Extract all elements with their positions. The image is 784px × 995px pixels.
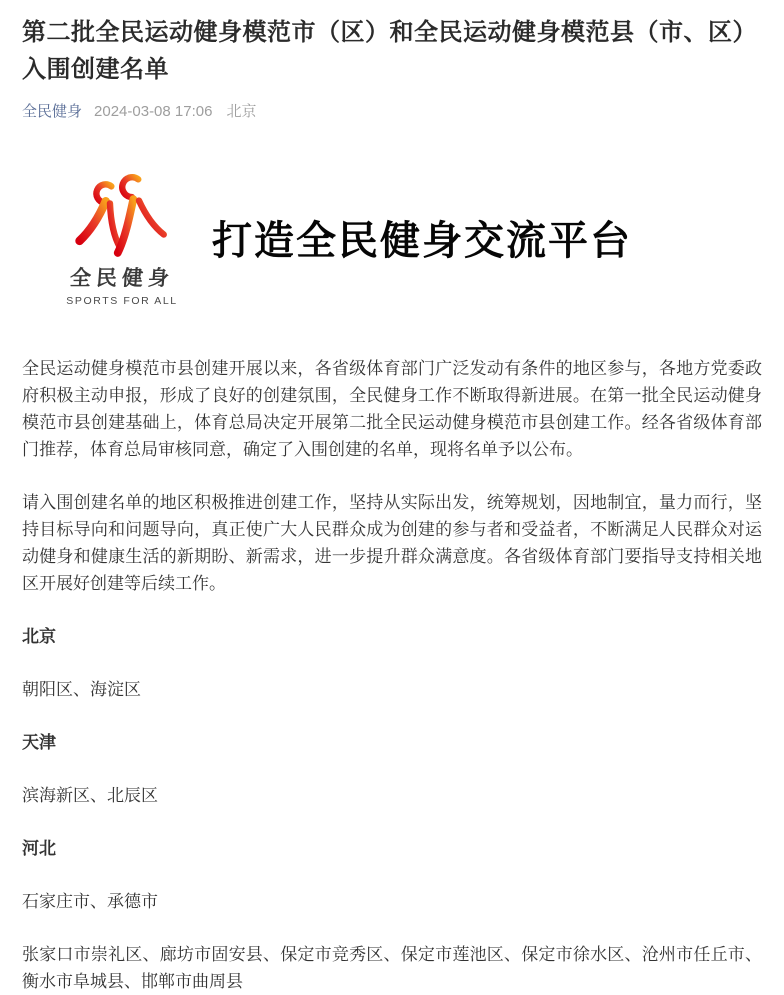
publish-location: 北京 xyxy=(226,103,257,120)
publish-datetime: 2024-03-08 17:06 xyxy=(94,103,213,120)
banner-image xyxy=(22,152,762,322)
paragraph-intro: 全民运动健身模范市县创建开展以来，各省级体育部门广泛发动有条件的地区参与，各地方党委政府积极主动申报，形成了良好的创建氛围，全民健身工作不断取得新进展。在第一批全民运动健身模范市县创建基础上，体育总局决定开展第二批全民运动健身模范市县创建工作。经各省级体育部门推荐，体育总局审核同意，确定了入围创建的名单，现将名单予以公布。 xyxy=(22,359,762,459)
region-list-hebei-cities: 石家庄市、承德市 xyxy=(22,892,158,911)
dancing-figures-icon xyxy=(72,168,172,260)
article-title: 第二批全民运动健身模范市（区）和全民运动健身模范县（市、区）入围创建名单 xyxy=(22,19,757,83)
region-list-tianjin: 滨海新区、北辰区 xyxy=(22,786,158,805)
paragraph-guidance: 请入围创建名单的地区积极推进创建工作，坚持从实际出发，统筹规划，因地制宜，量力而行，坚持目标导向和问题导向，真正使广大人民群众成为创建的参与者和受益者，不断满足人民群众对运动健身和健康生活的新期盼、新需求，进一步提升群众满意度。各省级体育部门要指导支持相关地区开展好创建等后续工作。 xyxy=(22,493,762,593)
region-heading-beijing: 北京 xyxy=(22,627,56,646)
region-heading-hebei: 河北 xyxy=(22,839,56,858)
article-meta xyxy=(22,101,762,122)
logo-english-text: SPORTS FOR ALL xyxy=(66,294,178,307)
region-list-hebei-counties: 张家口市崇礼区、廊坊市固安县、保定市竞秀区、保定市莲池区、保定市徐水区、沧州市任丘市、衡水市阜城县、邯郸市曲周县 xyxy=(22,945,762,991)
banner-slogan: 打造全民健身交流平台 xyxy=(212,218,632,263)
account-link[interactable]: 全民健身 xyxy=(22,103,83,120)
logo-calligraphy-text: 全民健身 xyxy=(69,265,175,290)
region-heading-tianjin: 天津 xyxy=(22,733,56,752)
region-list-beijing: 朝阳区、海淀区 xyxy=(22,680,141,699)
sports-for-all-logo xyxy=(56,168,188,307)
